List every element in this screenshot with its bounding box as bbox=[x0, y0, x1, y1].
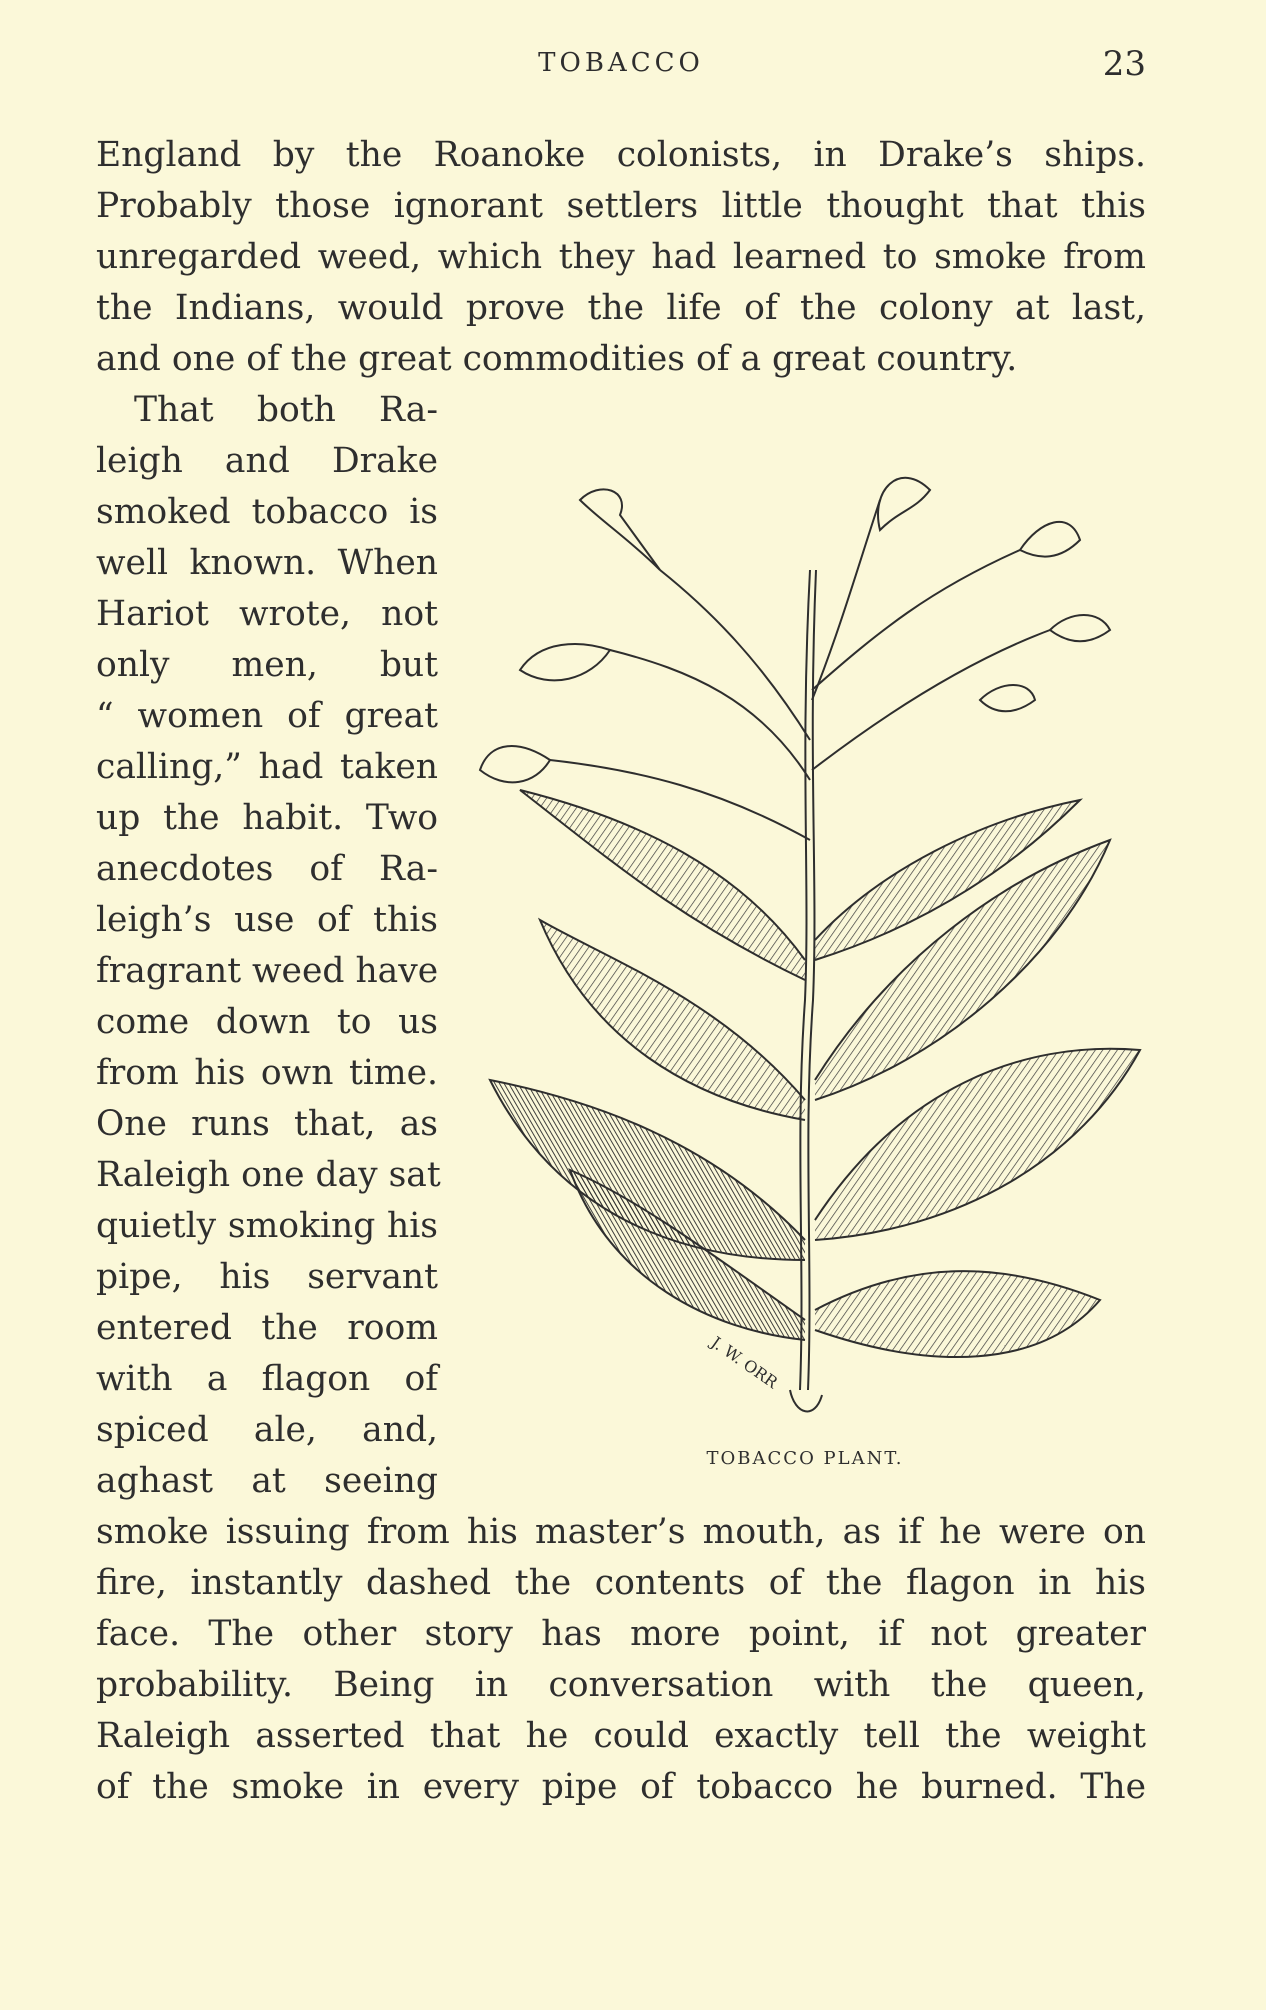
text-line: leigh and Drake bbox=[96, 441, 438, 481]
text-line: smoked tobacco is bbox=[96, 492, 438, 532]
text-line: probability. Being in conversation with the queen, bbox=[96, 1665, 1146, 1705]
text-line: calling,” had taken bbox=[96, 747, 438, 787]
text-line: unregarded weed, which they had learned to smoke from bbox=[96, 237, 1146, 277]
text-line: leigh’s use of this bbox=[96, 900, 438, 940]
text-line: and one of the great commodities of a great country. bbox=[96, 339, 1018, 379]
text-line: anecdotes of Ra- bbox=[96, 849, 438, 889]
text-line: Hariot wrote, not bbox=[96, 594, 438, 634]
text-line: smoke issuing from his master’s mouth, as if he were on bbox=[96, 1512, 1146, 1552]
text-line: pipe, his servant bbox=[96, 1257, 438, 1297]
text-line: only men, but bbox=[96, 645, 438, 685]
text-line: England by the Roanoke colonists, in Drake’s ships. bbox=[96, 135, 1146, 175]
text-line: fire, instantly dashed the contents of the flagon in his bbox=[96, 1563, 1146, 1603]
plant-engraving bbox=[460, 440, 1150, 1470]
figure-caption: TOBACCO PLANT. bbox=[706, 1448, 904, 1469]
text-line: Raleigh asserted that he could exactly tell the weight bbox=[96, 1716, 1146, 1756]
text-line: Raleigh one day sat bbox=[96, 1155, 441, 1195]
text-line: come down to us bbox=[96, 1002, 438, 1042]
text-line: aghast at seeing bbox=[96, 1461, 438, 1501]
text-line: entered the room bbox=[96, 1308, 438, 1348]
text-line: up the habit. Two bbox=[96, 798, 438, 838]
text-line: Probably those ignorant settlers little thought that this bbox=[96, 186, 1146, 226]
tobacco-plant-illustration bbox=[460, 440, 1150, 1470]
text-line: well known. When bbox=[96, 543, 438, 583]
running-head: TOBACCO bbox=[538, 48, 704, 78]
text-line: spiced ale, and, bbox=[96, 1410, 438, 1450]
engraver-signature: J. W. ORR bbox=[707, 1332, 782, 1393]
page-header bbox=[96, 44, 1146, 84]
text-line: the Indians, would prove the life of the colony at last, bbox=[96, 288, 1146, 328]
text-line: quietly smoking his bbox=[96, 1206, 438, 1246]
page-number: 23 bbox=[1102, 44, 1146, 84]
text-line: face. The other story has more point, if not greater bbox=[96, 1614, 1146, 1654]
text-line: That both Ra- bbox=[134, 390, 438, 430]
text-line: One runs that, as bbox=[96, 1104, 438, 1144]
text-line: with a flagon of bbox=[96, 1359, 438, 1399]
text-line: “ women of great bbox=[96, 696, 438, 736]
text-line: from his own time. bbox=[96, 1053, 438, 1093]
text-line: of the smoke in every pipe of tobacco he burned. The bbox=[96, 1767, 1146, 1807]
text-line: fragrant weed have bbox=[96, 951, 439, 991]
